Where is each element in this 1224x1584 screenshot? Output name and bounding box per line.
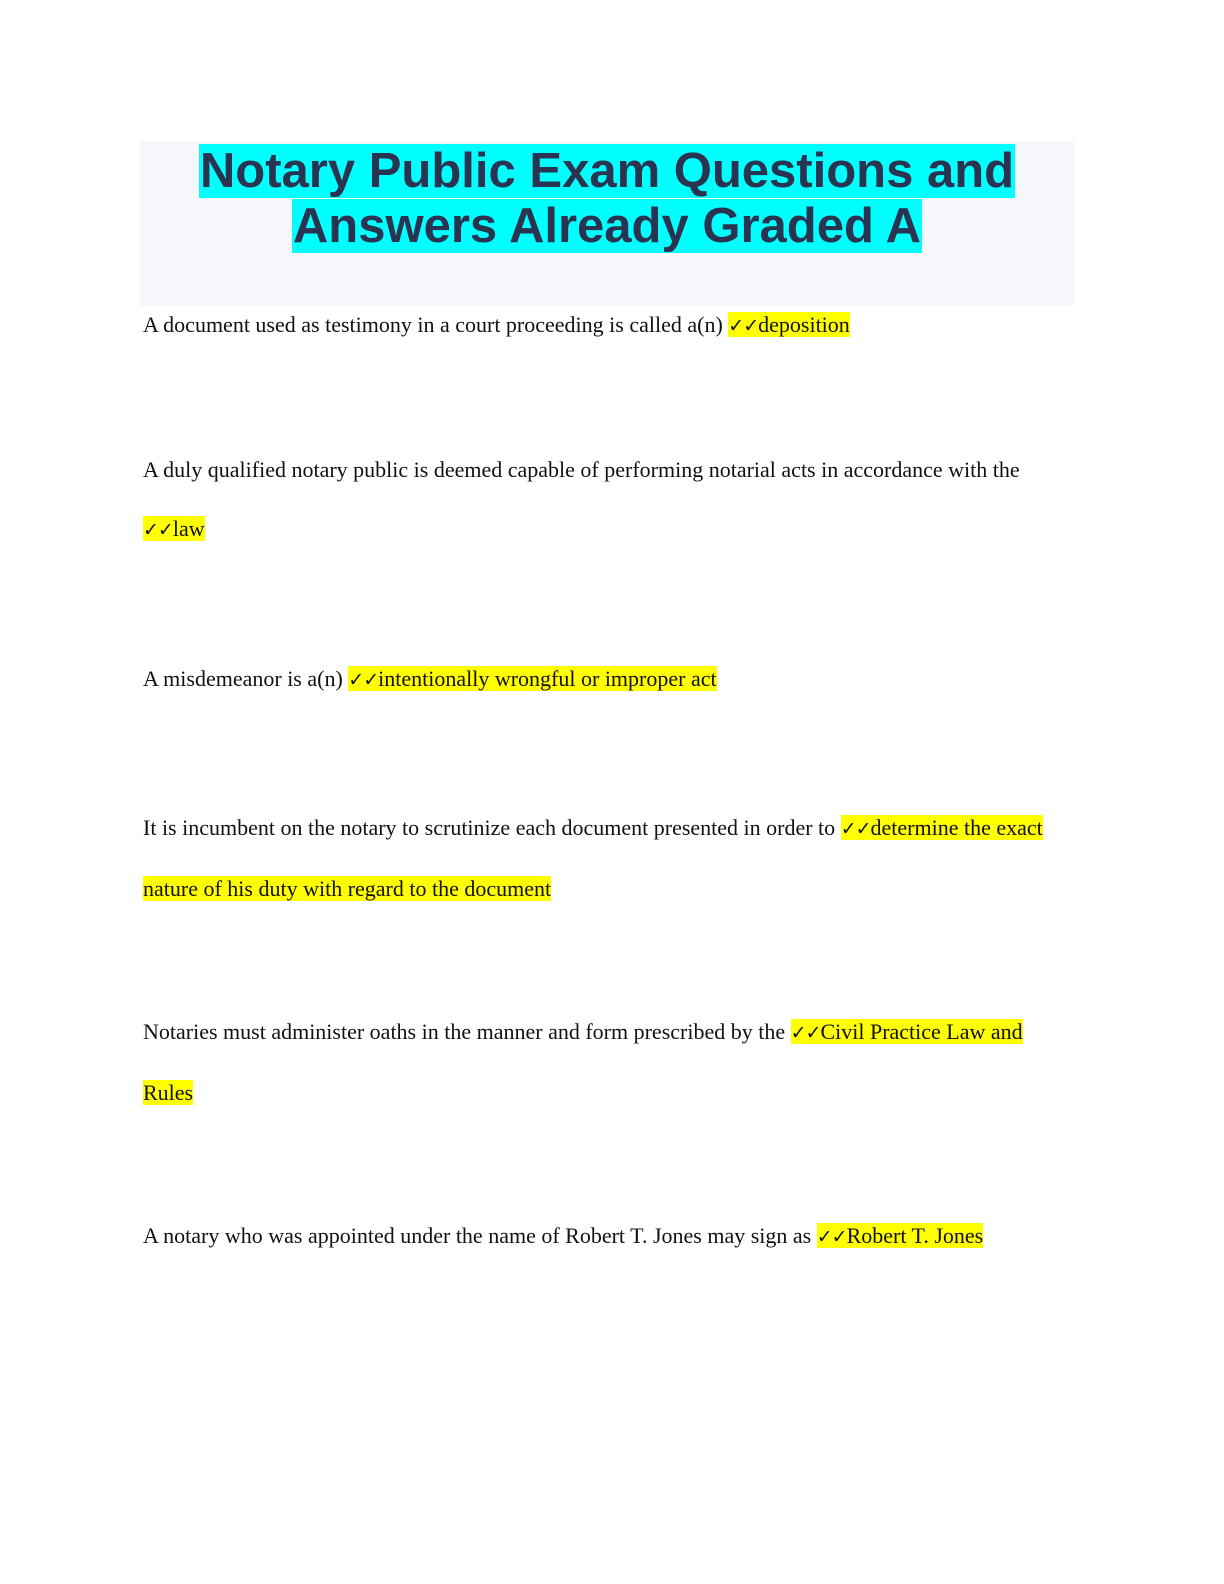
question-text: A duly qualified notary public is deemed capable of performing notarial acts in accordance with the	[143, 457, 1020, 482]
title-line-1-text: Notary Public Exam Questions and	[199, 144, 1015, 198]
double-check-icon: ✓✓	[143, 519, 173, 541]
double-check-icon: ✓✓	[790, 1022, 821, 1044]
title-line-1	[140, 144, 1074, 199]
answer-text: Civil Practice Law and Rules	[143, 1019, 1023, 1105]
answer-highlight	[348, 666, 716, 691]
question-text: Notaries must administer oaths in the manner and form prescribed by the	[143, 1019, 791, 1044]
qa-item-2	[143, 440, 1073, 560]
question-text: It is incumbent on the notary to scrutinize each document presented in order to	[143, 815, 841, 840]
double-check-icon: ✓✓	[348, 669, 379, 691]
qa-item-3	[143, 649, 1073, 710]
document-title	[140, 141, 1074, 306]
answer-highlight	[817, 1223, 984, 1248]
double-check-icon: ✓✓	[816, 1226, 847, 1248]
answer-highlight	[728, 312, 850, 337]
qa-item-1	[143, 295, 1073, 356]
qa-item-4	[143, 798, 1073, 918]
double-check-icon: ✓✓	[728, 315, 759, 337]
answer-text: intentionally wrongful or improper act	[378, 666, 717, 691]
qa-item-5	[143, 1002, 1073, 1122]
question-text: A misdemeanor is a(n)	[143, 666, 349, 691]
double-check-icon: ✓✓	[840, 818, 871, 840]
question-text: A document used as testimony in a court proceeding is called a(n)	[143, 312, 729, 337]
title-line-2-text: Answers Already Graded A	[292, 199, 922, 253]
question-text: A notary who was appointed under the name of Robert T. Jones may sign as	[143, 1223, 817, 1248]
title-line-2	[140, 199, 1074, 254]
answer-text: determine the exact nature of his duty with regard to the document	[143, 815, 1043, 901]
answer-highlight	[143, 516, 205, 541]
answer-text: deposition	[758, 312, 850, 337]
qa-item-6	[143, 1206, 1073, 1267]
answer-text: law	[172, 516, 205, 541]
answer-text: Robert T. Jones	[846, 1223, 984, 1248]
